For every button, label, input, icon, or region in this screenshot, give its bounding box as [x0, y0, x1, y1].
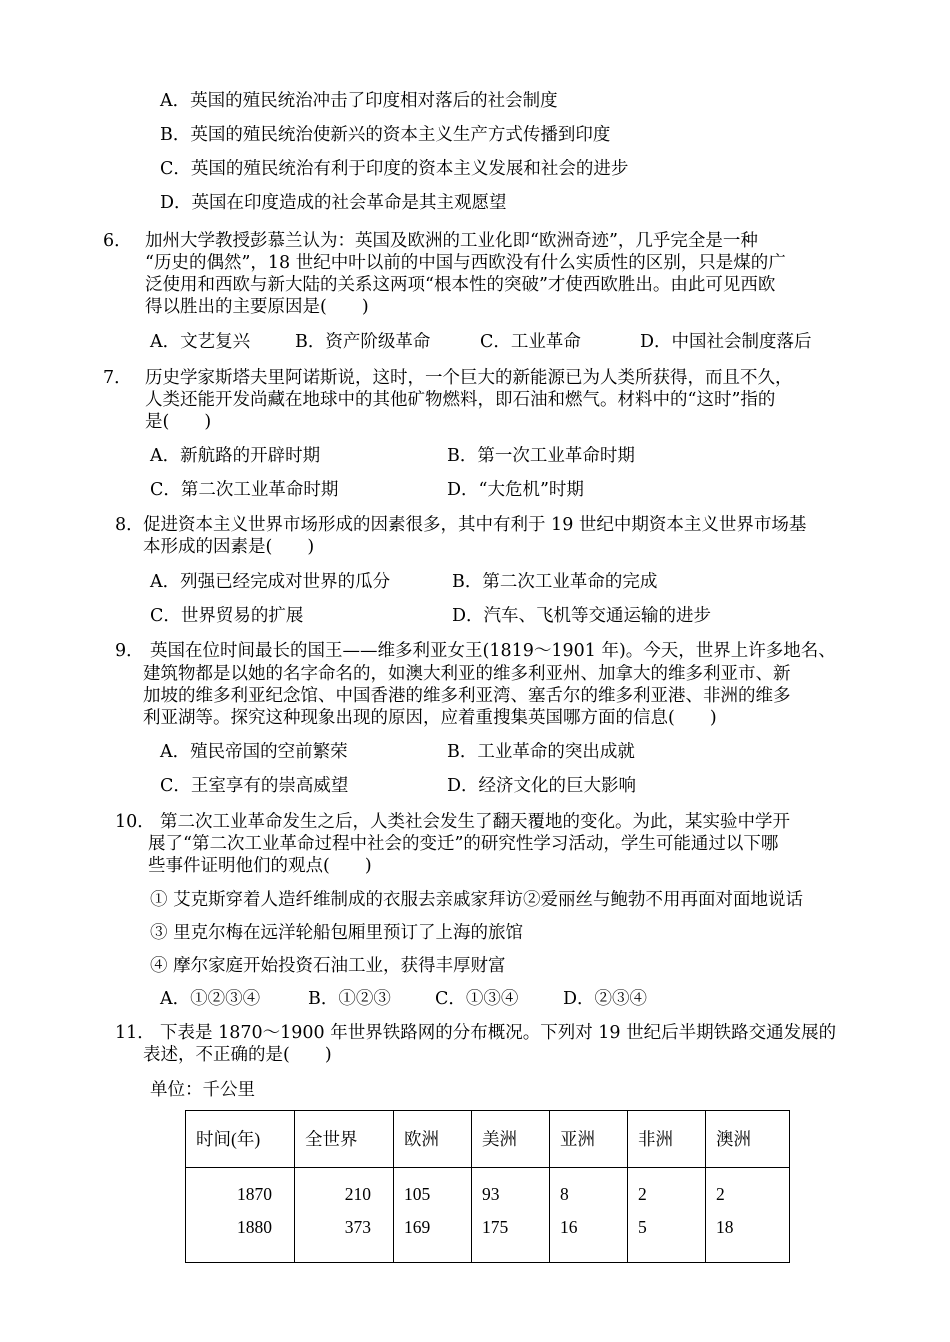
- table-cell-europe: [394, 1168, 472, 1263]
- q10-option-d: D．②③④: [563, 989, 648, 1009]
- q8-option-b: B．第二次工业革命的完成: [452, 572, 658, 592]
- table-cell: 169: [404, 1217, 431, 1237]
- table-cell: 1880: [237, 1217, 272, 1237]
- q7-option-d: D．“大危机”时期: [447, 480, 584, 500]
- table-header-cell: 全世界: [295, 1111, 394, 1168]
- table-header-cell: 非洲: [628, 1111, 706, 1168]
- q8-option-d: D．汽车、飞机等交通运输的进步: [452, 606, 712, 626]
- railway-table: [185, 1110, 790, 1263]
- table-cell-asia: [550, 1168, 628, 1263]
- table-cell: 175: [482, 1217, 509, 1237]
- table-cell: 93: [482, 1184, 500, 1204]
- q6-stem-line: 加州大学教授彭慕兰认为：英国及欧洲的工业化即“欧洲奇迹”，几乎完全是一种: [145, 231, 758, 251]
- table-body-row: [186, 1168, 790, 1263]
- q9-stem-line: 英国在位时间最长的国王——维多利亚女王(1819～1901 年)。今天，世界上许多地名、: [150, 641, 836, 661]
- q10-option-a: A．①②③④: [160, 989, 261, 1009]
- q5-option-d: D．英国在印度造成的社会革命是其主观愿望: [160, 193, 507, 213]
- table-cell: 210: [344, 1184, 371, 1204]
- table-cell: 1870: [237, 1184, 272, 1204]
- q10-number: 10．: [115, 812, 155, 832]
- q11-stem-line: 下表是 1870～1900 年世界铁路网的分布概况。下列对 19 世纪后半期铁路交通发展的: [160, 1023, 837, 1043]
- q7-stem-line: 历史学家斯塔夫里阿诺斯说，这时，一个巨大的新能源已为人类所获得，而且不久，: [145, 368, 793, 388]
- table-header-cell: 时间(年): [186, 1111, 295, 1168]
- q10-item: ① 艾克斯穿着人造纤维制成的衣服去亲戚家拜访②爱丽丝与鲍勃不用再面对面地说话: [150, 890, 804, 910]
- q7-option-b: B．第一次工业革命时期: [447, 446, 635, 466]
- q9-option-a: A．殖民帝国的空前繁荣: [160, 742, 348, 762]
- q6-option-d: D．中国社会制度落后: [640, 332, 812, 352]
- table-cell: 105: [404, 1184, 431, 1204]
- table-cell-australia: [706, 1168, 790, 1263]
- q8-option-a: A．列强已经完成对世界的瓜分: [150, 572, 391, 592]
- q6-stem-line: “历史的偶然”，18 世纪中叶以前的中国与西欧没有什么实质性的区别，只是煤的广: [145, 253, 786, 273]
- q10-stem-line: 第二次工业革命发生之后，人类社会发生了翻天覆地的变化。为此，某实验中学开: [160, 812, 790, 832]
- table-cell-world: [295, 1168, 394, 1263]
- q6-stem-line: 泛使用和西欧与新大陆的关系这两项“根本性的突破”才使西欧胜出。由此可见西欧: [145, 275, 776, 295]
- q9-option-d: D．经济文化的巨大影响: [447, 776, 637, 796]
- table-header-cell: 欧洲: [394, 1111, 472, 1168]
- q9-number: 9．: [115, 641, 144, 661]
- q9-stem-line: 利亚湖等。探究这种现象出现的原因，应着重搜集英国哪方面的信息( ): [143, 708, 717, 728]
- q11-unit-label: 单位：千公里: [150, 1080, 255, 1100]
- table-cell: 8: [560, 1184, 569, 1204]
- q10-item: ③ 里克尔梅在远洋轮船包厢里预订了上海的旅馆: [150, 923, 524, 943]
- q8-number: 8．: [115, 515, 144, 535]
- table-header-cell: 美洲: [472, 1111, 550, 1168]
- table-cell: 18: [716, 1217, 734, 1237]
- q10-item: ④ 摩尔家庭开始投资石油工业，获得丰厚财富: [150, 956, 506, 976]
- table-cell: 373: [344, 1217, 371, 1237]
- table-cell: 2: [716, 1184, 725, 1204]
- q7-stem-line: 人类还能开发尚藏在地球中的其他矿物燃料，即石油和燃气。材料中的“这时”指的: [145, 390, 776, 410]
- table-header-row: [186, 1111, 790, 1168]
- q6-option-b: B．资产阶级革命: [295, 332, 431, 352]
- q5-option-a: A．英国的殖民统治冲击了印度相对落后的社会制度: [160, 91, 558, 111]
- q10-stem-line: 些事件证明他们的观点( ): [148, 856, 372, 876]
- q6-stem-line: 得以胜出的主要原因是( ): [145, 297, 369, 317]
- q8-stem-line: 本形成的因素是( ): [143, 537, 315, 557]
- q6-number: 6．: [103, 231, 132, 251]
- table-cell-america: [472, 1168, 550, 1263]
- q10-option-b: B．①②③: [308, 989, 391, 1009]
- q10-stem-line: 展了“第二次工业革命过程中社会的变迁”的研究性学习活动，学生可能通过以下哪: [148, 834, 779, 854]
- q9-stem-line: 建筑物都是以她的名字命名的，如澳大利亚的维多利亚州、加拿大的维多利亚市、新: [143, 664, 791, 684]
- table-cell: 5: [638, 1217, 647, 1237]
- q7-option-c: C．第二次工业革命时期: [150, 480, 339, 500]
- q7-option-a: A．新航路的开辟时期: [150, 446, 321, 466]
- q9-option-c: C．王室享有的崇高威望: [160, 776, 349, 796]
- q5-option-c: C．英国的殖民统治有利于印度的资本主义发展和社会的进步: [160, 159, 629, 179]
- q7-number: 7．: [103, 368, 132, 388]
- table-header-cell: 澳洲: [706, 1111, 790, 1168]
- table-header-cell: 亚洲: [550, 1111, 628, 1168]
- table-cell-year: [186, 1168, 295, 1263]
- q5-option-b: B．英国的殖民统治使新兴的资本主义生产方式传播到印度: [160, 125, 611, 145]
- q11-number: 11．: [115, 1023, 155, 1043]
- q9-option-b: B．工业革命的突出成就: [447, 742, 635, 762]
- q6-option-a: A．文艺复兴: [150, 332, 251, 352]
- q8-stem-line: 促进资本主义世界市场形成的因素很多，其中有利于 19 世纪中期资本主义世界市场基: [143, 515, 807, 535]
- table-cell-africa: [628, 1168, 706, 1263]
- table-cell: 2: [638, 1184, 647, 1204]
- q10-option-c: C．①③④: [435, 989, 519, 1009]
- q11-stem-line: 表述，不正确的是( ): [143, 1045, 332, 1065]
- q9-stem-line: 加坡的维多利亚纪念馆、中国香港的维多利亚湾、塞舌尔的维多利亚港、非洲的维多: [143, 686, 791, 706]
- table-cell: 16: [560, 1217, 578, 1237]
- q8-option-c: C．世界贸易的扩展: [150, 606, 304, 626]
- q7-stem-line: 是( ): [145, 412, 212, 432]
- q6-option-c: C．工业革命: [480, 332, 581, 352]
